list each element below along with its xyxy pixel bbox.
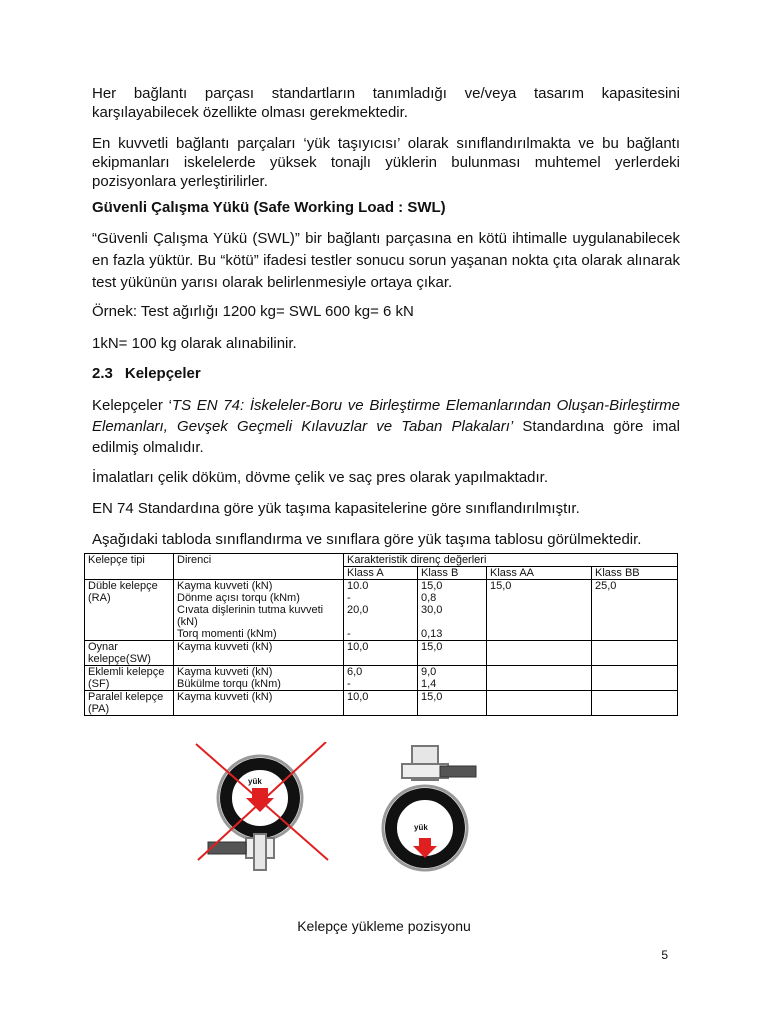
- table-row: [85, 691, 678, 716]
- cell-class-b: 15,0: [418, 691, 487, 716]
- cell-class-b: [418, 666, 487, 691]
- paragraph-manufacturing: İmalatları çelik döküm, dövme çelik ve saç pres olarak yapılmaktadır.: [92, 469, 549, 486]
- cell-type: Oynar kelepçe(SW): [85, 641, 174, 666]
- value-line: 10.0: [347, 580, 369, 592]
- cell-type: Düble kelepçe (RA): [85, 580, 174, 641]
- clamp-classification-table: [84, 553, 678, 716]
- table-row: [85, 666, 678, 691]
- cell-class-bb: [592, 666, 678, 691]
- header-class-b: Klass B: [418, 567, 487, 580]
- header-class-a: Klass A: [344, 567, 418, 580]
- clamp-correct-position-illustration: [383, 746, 476, 870]
- cell-class-a: [344, 580, 418, 641]
- cell-resistance: [174, 580, 344, 641]
- value-line: -: [347, 678, 351, 690]
- cell-class-a: 10,0: [344, 641, 418, 666]
- resistance-line: Torq momenti (kNm): [177, 628, 277, 640]
- section-title: Kelepçeler: [124, 365, 201, 382]
- cell-class-bb: [592, 641, 678, 666]
- resistance-line: Dönme açısı torqu (kNm): [177, 592, 300, 604]
- figure-caption: Kelepçe yükleme pozisyonu: [297, 918, 471, 934]
- page-number: 5: [661, 948, 668, 962]
- section-number: 2.3: [92, 365, 113, 382]
- header-characteristic-values: Karakteristik direnç değerleri: [344, 554, 678, 567]
- paragraph-ts-en-74: [92, 395, 680, 458]
- clamp-loading-figures: [190, 742, 530, 872]
- cell-class-aa: [487, 691, 592, 716]
- table-row: [85, 641, 678, 666]
- value-line: -: [347, 592, 351, 604]
- paragraph-example: Örnek: Test ağırlığı 1200 kg= SWL 600 kg= 6 kN: [92, 303, 414, 320]
- figure-label-left: yük: [248, 777, 262, 786]
- cell-class-a: 10,0: [344, 691, 418, 716]
- value-line: -: [347, 628, 351, 640]
- table-header-row: [85, 554, 678, 567]
- value-line: 0,13: [421, 628, 443, 640]
- value-line: 30,0: [421, 604, 443, 616]
- document-body: [92, 84, 680, 561]
- paragraph-load-bearing: En kuvvetli bağlantı parçaları ‘yük taşıyıcısı’ olarak sınıflandırılmakta ve bu bağlantı ekipmanları iskelelerde yüksek tonajlı yüklerin bulunması muhtemel yerlerdeki pozisyonlara yerleştirilirler.: [92, 135, 680, 190]
- cell-class-aa: [487, 641, 592, 666]
- cell-resistance: [174, 666, 344, 691]
- cell-type: Eklemli kelepçe (SF): [85, 666, 174, 691]
- cell-resistance: Kayma kuvveti (kN): [174, 691, 344, 716]
- value-line: 6,0: [347, 666, 363, 678]
- resistance-line: Kayma kuvveti (kN): [177, 580, 273, 592]
- paragraph-table-intro: Aşağıdaki tabloda sınıflandırma ve sınıflara göre yük taşıma tablosu görülmektedir.: [92, 531, 642, 548]
- header-clamp-type: Kelepçe tipi: [85, 554, 174, 580]
- table-row: [85, 580, 678, 641]
- p6-start: Kelepçeler ‘: [92, 397, 172, 414]
- value-line: 9,0: [421, 666, 437, 678]
- standard-title: TS EN 74: İskeleler-Boru ve Birleştirme Elemanlarından Oluşan-Birleştirme Elemanları, Gevşek Geçmeli Kılavuzlar ve Taban Plakaları’: [92, 397, 680, 435]
- header-resistance: Direnci: [174, 554, 344, 580]
- resistance-line: Kayma kuvveti (kN): [177, 666, 273, 678]
- p6-end: Standardına göre imal edilmiş olmalıdır.: [92, 418, 680, 456]
- clamp-wrong-position-illustration: [196, 742, 328, 870]
- paragraph-kn-conversion: 1kN= 100 kg olarak alınabilinir.: [92, 335, 297, 352]
- value-line: 15,0: [421, 580, 443, 592]
- value-line: 1,4: [421, 678, 437, 690]
- cell-class-aa: 15,0: [487, 580, 592, 641]
- cell-class-b: [418, 580, 487, 641]
- paragraph-standards: Her bağlantı parçası standartların tanımladığı ve/veya tasarım kapasitesini karşılayabilecek özellikte olması gerekmektedir.: [92, 85, 680, 121]
- cell-type: Paralel kelepçe (PA): [85, 691, 174, 716]
- cell-class-a: [344, 666, 418, 691]
- cell-class-aa: [487, 666, 592, 691]
- value-line: 0,8: [421, 592, 437, 604]
- cell-class-b: 15,0: [418, 641, 487, 666]
- cell-class-bb: [592, 691, 678, 716]
- paragraph-swl-definition: “Güvenli Çalışma Yükü (SWL)” bir bağlantı parçasına en kötü ihtimalle uygulanabilecek en fazla yüktür. Bu “kötü” ifadesi testler sonucu sorun yaşanan nokta çıta olarak alınarak test yükünün yarısı olarak belirlenmesiyle ortaya çıkar.: [92, 230, 680, 291]
- heading-swl: Güvenli Çalışma Yükü (Safe Working Load : SWL): [92, 199, 446, 216]
- value-line: 20,0: [347, 604, 369, 616]
- resistance-line: Bükülme torqu (kNm): [177, 678, 281, 690]
- section-heading-clamps: [92, 365, 680, 382]
- resistance-line: Cıvata dişlerinin tutma kuvveti (kN): [177, 604, 324, 628]
- figure-label-right: yük: [414, 823, 428, 832]
- paragraph-classification: EN 74 Standardına göre yük taşıma kapasitelerine göre sınıflandırılmıştır.: [92, 500, 580, 517]
- header-class-aa: Klass AA: [487, 567, 592, 580]
- header-class-bb: Klass BB: [592, 567, 678, 580]
- cell-resistance: Kayma kuvveti (kN): [174, 641, 344, 666]
- cell-class-bb: 25,0: [592, 580, 678, 641]
